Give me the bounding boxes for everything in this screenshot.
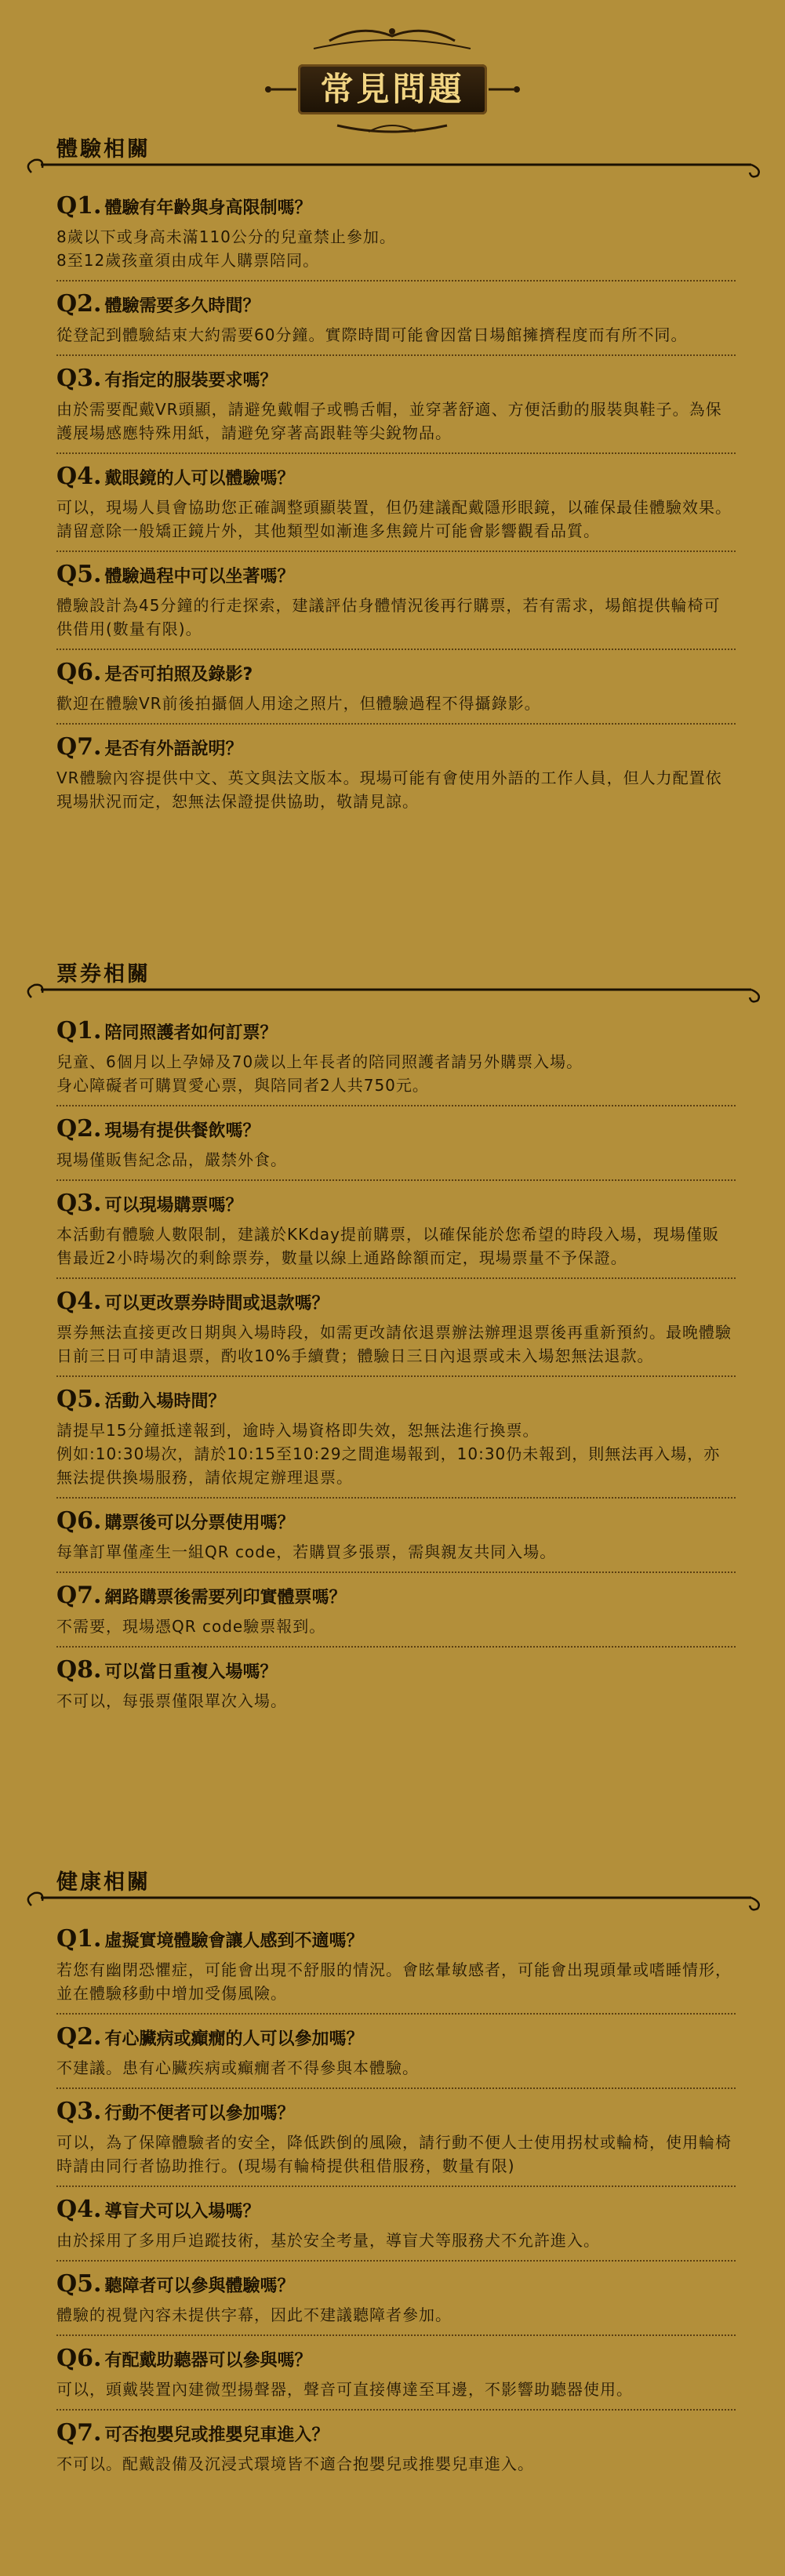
- question-text: 可否抱嬰兒或推嬰兒車進入？: [104, 2425, 329, 2445]
- faq-item: [56, 1181, 736, 1279]
- answer: [56, 398, 736, 445]
- question-text: 陪同照護者如何訂票？: [104, 1023, 278, 1043]
- question-number: Q4.: [56, 463, 102, 490]
- answer-text: 不可以。配戴設備及沉浸式環境皆不適合抱嬰兒或推嬰兒車進入。: [56, 2454, 534, 2473]
- answer: [56, 2452, 736, 2476]
- faq-item: [56, 356, 736, 454]
- answer: [56, 496, 736, 543]
- question-number: Q1.: [56, 192, 102, 220]
- question-text: 有心臟病或癲癇的人可以參加嗎？: [104, 2029, 364, 2049]
- section-header: [0, 954, 785, 1008]
- answer-text: 由於採用了多用戶追蹤技術，基於安全考量，導盲犬等服務犬不允許進入。: [56, 2231, 600, 2250]
- answer-text: 兒童、6個月以上孕婦及70歲以上年長者的陪同照護者請另外購票入場。: [56, 1052, 583, 1071]
- answer-text: 不需要，現場憑QR code驗票報到。: [56, 1617, 326, 1636]
- question: [56, 1288, 736, 1317]
- question-number: Q5.: [56, 2270, 102, 2298]
- answer-text: 不可以，每張票僅限單次入場。: [56, 1691, 287, 1710]
- question-text: 體驗有年齡與身高限制嗎？: [104, 198, 312, 218]
- faq-item: [56, 1377, 736, 1499]
- answer: [56, 1050, 736, 1097]
- faq-item: [56, 552, 736, 650]
- question: [56, 463, 736, 492]
- question: [56, 2345, 736, 2374]
- question-number: Q2.: [56, 2023, 102, 2051]
- answer-text: 本活動有體驗人數限制，建議於KKday提前購票，以確保能於您希望的時段入場，現場僅販售最近2小時場次的剩餘票券，數量以線上通路餘額而定，現場票量不予保證。: [56, 1225, 720, 1267]
- faq-list: [56, 1917, 736, 2483]
- question-number: Q1.: [56, 1925, 102, 1953]
- answer-text: 現場僅販售紀念品，嚴禁外食。: [56, 1150, 287, 1169]
- faq-item: [56, 183, 736, 282]
- answer-text: 8歲以下或身高未滿110公分的兒童禁止參加。: [56, 227, 396, 246]
- answer-text: 由於需要配戴VR頭顯，請避免戴帽子或鴨舌帽，並穿著舒適、方便活動的服裝與鞋子。為保護展場感應特殊用紙，請避免穿著高跟鞋等尖銳物品。: [56, 400, 722, 442]
- answer-text: 不建議。患有心臟疾病或癲癇者不得參與本體驗。: [56, 2058, 419, 2077]
- answer-text: 體驗設計為45分鐘的行走探索，建議評估身體情況後再行購票，若有需求，場館提供輪椅可供借用(數量有限)。: [56, 596, 721, 638]
- question-text: 導盲犬可以入場嗎？: [104, 2202, 260, 2222]
- answer-text: 例如:10:30場次，請於10:15至10:29之間進場報到，10:30仍未報到，則無法再入場，亦無法提供換場服務，請依規定辦理退票。: [56, 1444, 721, 1487]
- question-number: Q4.: [56, 2196, 102, 2223]
- question-text: 有指定的服裝要求嗎？: [104, 371, 278, 391]
- section-header: [0, 1862, 785, 1917]
- answer: [56, 1419, 736, 1489]
- section-header: [0, 129, 785, 183]
- question: [56, 1508, 736, 1537]
- faq-item: [56, 2015, 736, 2089]
- faq-item: [56, 2187, 736, 2262]
- faq-item: [56, 1008, 736, 1106]
- section-experience: [0, 129, 785, 821]
- question-number: Q3.: [56, 1190, 102, 1217]
- answer-text: 請提早15分鐘抵達報到，逾時入場資格即失效，恕無法進行換票。: [56, 1421, 540, 1440]
- question: [56, 1018, 736, 1047]
- question-text: 網路購票後需要列印實體票嗎？: [104, 1588, 347, 1608]
- question-text: 可以當日重複入場嗎？: [104, 1662, 278, 1682]
- faq-item: [56, 1917, 736, 2015]
- question: [56, 659, 736, 689]
- question-text: 可以現場購票嗎？: [104, 1196, 243, 1215]
- section-health: [0, 1862, 785, 2483]
- question: [56, 193, 736, 222]
- question-number: Q8.: [56, 1656, 102, 1684]
- faq-item: [56, 2089, 736, 2187]
- answer-text: 票券無法直接更改日期與入場時段，如需更改請依退票辦法辦理退票後再重新預約。最晚體驗日前三日可申請退票，酌收10%手續費；體驗日三日內退票或未入場恕無法退款。: [56, 1323, 732, 1365]
- question-number: Q6.: [56, 1507, 102, 1535]
- question: [56, 2420, 736, 2449]
- question: [56, 2098, 736, 2127]
- answer-text: 若您有幽閉恐懼症，可能會出現不舒服的情況。會眩暈敏感者，可能會出現頭暈或嗜睡情形，並在體驗移動中增加受傷風險。: [56, 1960, 732, 2003]
- question: [56, 1926, 736, 1955]
- faq-item: [56, 1106, 736, 1181]
- answer-text: 從登記到體驗結束大約需要60分鐘。實際時間可能會因當日場館擁擠程度而有所不同。: [56, 325, 688, 344]
- faq-item: [56, 1648, 736, 1720]
- faq-item: [56, 1279, 736, 1377]
- answer: [56, 2056, 736, 2080]
- answer: [56, 2229, 736, 2252]
- faq-item: [56, 1573, 736, 1648]
- question: [56, 291, 736, 320]
- faq-list: [56, 1008, 736, 1720]
- question-text: 可以更改票券時間或退款嗎？: [104, 1294, 329, 1313]
- question: [56, 1190, 736, 1219]
- answer: [56, 2131, 736, 2178]
- answer-text: 可以，頭戴裝置內建微型揚聲器，聲音可直接傳達至耳邊，不影響助聽器使用。: [56, 2380, 633, 2399]
- question-number: Q7.: [56, 2419, 102, 2447]
- question-number: Q7.: [56, 733, 102, 761]
- question-number: Q5.: [56, 561, 102, 588]
- answer: [56, 1148, 736, 1172]
- answer: [56, 1615, 736, 1638]
- question-number: Q2.: [56, 1115, 102, 1143]
- faq-item: [56, 2262, 736, 2336]
- question-number: Q5.: [56, 1386, 102, 1413]
- question-text: 戴眼鏡的人可以體驗嗎？: [104, 469, 295, 489]
- answer-text: 歡迎在體驗VR前後拍攝個人用途之照片，但體驗過程不得攝錄影。: [56, 694, 541, 713]
- question-text: 是否可拍照及錄影?: [104, 665, 253, 685]
- answer-text: 體驗的視覺內容未提供字幕，因此不建議聽障者參加。: [56, 2305, 452, 2324]
- question-text: 體驗需要多久時間？: [104, 296, 260, 316]
- faq-item: [56, 2411, 736, 2483]
- answer: [56, 1223, 736, 1270]
- question: [56, 1386, 736, 1415]
- question: [56, 561, 736, 590]
- answer-text: 8至12歲孩童須由成年人購票陪同。: [56, 251, 320, 270]
- question-number: Q6.: [56, 2345, 102, 2372]
- faq-item: [56, 2336, 736, 2411]
- question-number: Q7.: [56, 1582, 102, 1609]
- faq-item: [56, 282, 736, 356]
- question-number: Q3.: [56, 365, 102, 392]
- question: [56, 734, 736, 763]
- faq-item: [56, 1499, 736, 1573]
- question-text: 是否有外語說明？: [104, 739, 243, 759]
- answer-text: 身心障礙者可購買愛心票，與陪同者2人共750元。: [56, 1076, 429, 1095]
- question: [56, 1582, 736, 1611]
- answer: [56, 1689, 736, 1713]
- question: [56, 2271, 736, 2300]
- question: [56, 1116, 736, 1145]
- answer: [56, 1958, 736, 2005]
- answer: [56, 225, 736, 272]
- section-title: 體驗相關: [56, 137, 151, 162]
- question-text: 行動不便者可以參加嗎？: [104, 2104, 295, 2124]
- question-number: Q2.: [56, 290, 102, 318]
- question: [56, 365, 736, 394]
- page-banner: [0, 0, 785, 141]
- answer: [56, 2303, 736, 2327]
- question: [56, 2024, 736, 2053]
- question-text: 體驗過程中可以坐著嗎？: [104, 567, 295, 587]
- answer-text: 每筆訂單僅產生一組QR code，若購買多張票，需與親友共同入場。: [56, 1542, 557, 1561]
- answer: [56, 323, 736, 347]
- section-tickets: [0, 954, 785, 1720]
- question-text: 購票後可以分票使用嗎？: [104, 1513, 295, 1533]
- section-title: 票券相關: [56, 962, 151, 986]
- answer: [56, 1540, 736, 1564]
- section-title: 健康相關: [56, 1870, 151, 1895]
- answer: [56, 1321, 736, 1368]
- question: [56, 2196, 736, 2225]
- question: [56, 1657, 736, 1686]
- question-number: Q4.: [56, 1288, 102, 1315]
- question-number: Q6.: [56, 659, 102, 686]
- question-number: Q1.: [56, 1017, 102, 1045]
- question-number: Q3.: [56, 2098, 102, 2125]
- page-title: 常見問題: [298, 64, 487, 114]
- faq-list: [56, 183, 736, 821]
- answer: [56, 594, 736, 641]
- answer: [56, 2378, 736, 2401]
- answer-text: 可以，為了保障體驗者的安全，降低跌倒的風險，請行動不便人士使用拐杖或輪椅，使用輪椅時請由同行者協助推行。(現場有輪椅提供租借服務，數量有限): [56, 2133, 732, 2175]
- question-text: 活動入場時間？: [104, 1392, 226, 1412]
- answer-text: 可以，現場人員會協助您正確調整頭顯裝置，但仍建議配戴隱形眼鏡，以確保最佳體驗效果。請留意除一般矯正鏡片外，其他類型如漸進多焦鏡片可能會影響觀看品質。: [56, 498, 732, 540]
- question-text: 有配戴助聽器可以參與嗎？: [104, 2351, 312, 2371]
- question-text: 現場有提供餐飲嗎？: [104, 1121, 260, 1141]
- answer: [56, 766, 736, 813]
- question-text: 聽障者可以參與體驗嗎？: [104, 2276, 295, 2296]
- faq-item: [56, 725, 736, 821]
- answer: [56, 692, 736, 715]
- answer-text: VR體驗內容提供中文、英文與法文版本。現場可能有會使用外語的工作人員，但人力配置依現場狀況而定，恕無法保證提供協助，敬請見諒。: [56, 768, 722, 811]
- question-text: 虛擬實境體驗會讓人感到不適嗎？: [104, 1931, 364, 1951]
- faq-item: [56, 454, 736, 552]
- faq-item: [56, 650, 736, 725]
